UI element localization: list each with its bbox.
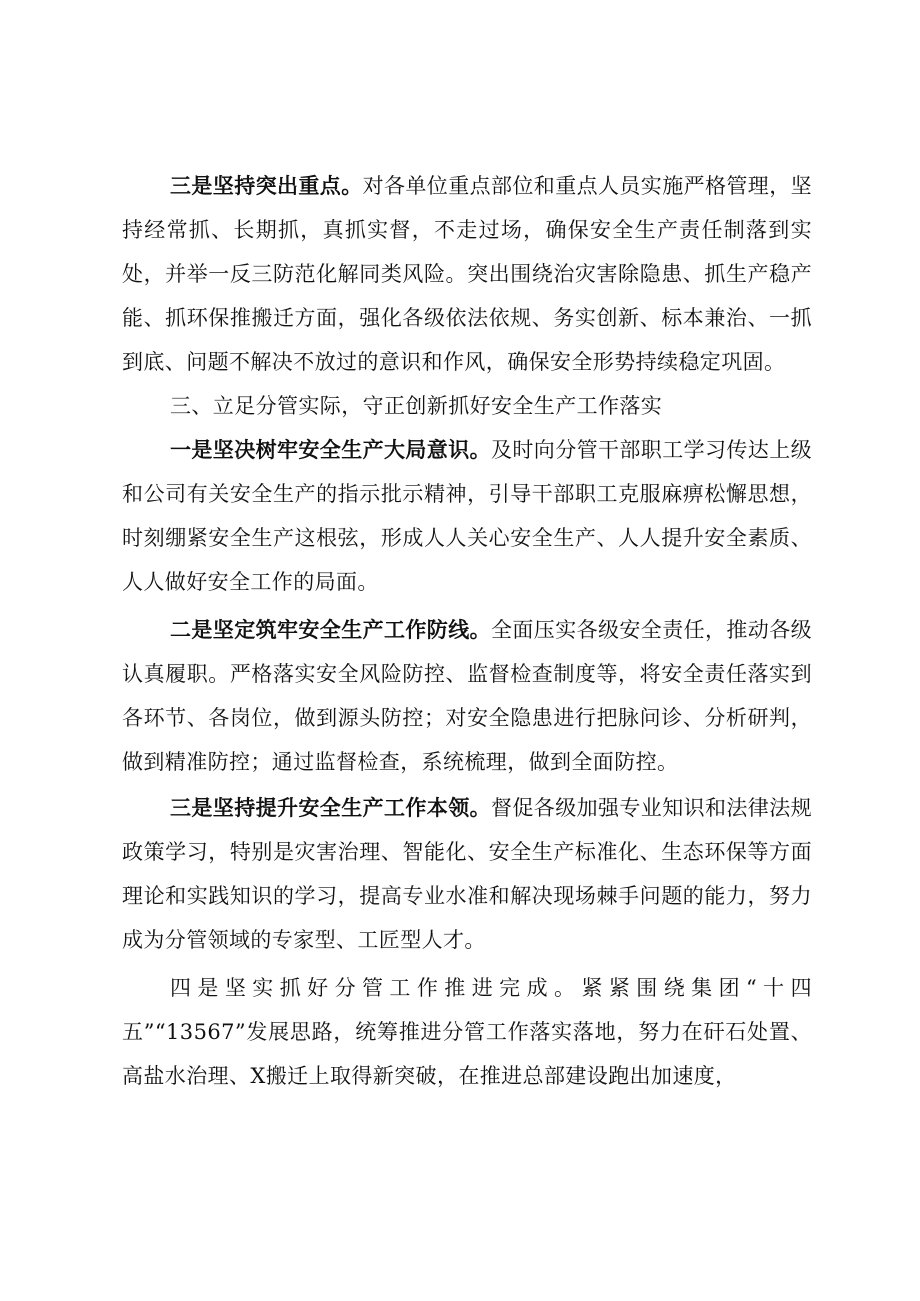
section-heading: 三、立足分管实际，守正创新抓好安全生产工作落实 bbox=[170, 394, 663, 418]
paragraph-text: 督促各级加强专业知识和法律法规政策学习，特别是灾害治理、智能化、安全生产标准化、生态环保等方面理论和实践知识的学习，提高专业水准和解决现场棘手问题的能力，努力成为分管领域的专家型、工匠型人才。 bbox=[122, 796, 812, 952]
document-body bbox=[122, 164, 812, 1098]
paragraph-text: 对各单位重点部位和重点人员实施严格管理，坚持经常抓、长期抓，真抓实督，不走过场，确保安全生产责任制落到实处，并举一反三防范化解同类风险。突出围绕治灾害除隐患、抓生产稳产能、抓环保推搬迁方面，强化各级依法依规、务实创新、标本兼治、一抓到底、问题不解决不放过的意识和作风，确保安全形势持续稳定巩固。 bbox=[122, 174, 813, 374]
paragraph-text: 全面压实各级安全责任，推动各级认真履职。严格落实安全风险防控、监督检查制度等，将安全责任落实到各环节、各岗位，做到源头防控；对安全隐患进行把脉问诊、分析研判，做到精准防控；通过监督检查，系统梳理，做到全面防控。 bbox=[122, 618, 812, 774]
paragraph-lead: 二是坚定筑牢安全生产工作防线。 bbox=[170, 617, 491, 642]
paragraph-text: 紧紧围绕集团“十四五”“13567”发展思路，统筹推进分管工作落实落地，努力在矸石处置、高盐水治理、X搬迁上取得新突破，在推进总部建设跑出加速度， bbox=[122, 976, 813, 1088]
paragraph-lead: 三是坚持提升安全生产工作本领。 bbox=[170, 795, 491, 820]
paragraph-lead: 三是坚持突出重点。 bbox=[170, 173, 363, 198]
paragraph-lead: 一是坚决树牢安全生产大局意识。 bbox=[170, 437, 491, 462]
paragraph-skills bbox=[122, 786, 812, 962]
paragraph-lead: 四是坚实抓好分管工作推进完成。 bbox=[170, 976, 582, 1000]
paragraph-work-progress bbox=[122, 966, 812, 1098]
paragraph-defense-line bbox=[122, 608, 812, 784]
paragraph-text: 及时向分管干部职工学习传达上级和公司有关安全生产的指示批示精神，引导干部职工克服麻痹松懈思想，时刻绷紧安全生产这根弦，形成人人关心安全生产、人人提升安全素质、人人做好安全工作的局面。 bbox=[122, 438, 812, 594]
paragraph-awareness bbox=[122, 428, 812, 604]
paragraph-key-focus bbox=[122, 164, 812, 384]
